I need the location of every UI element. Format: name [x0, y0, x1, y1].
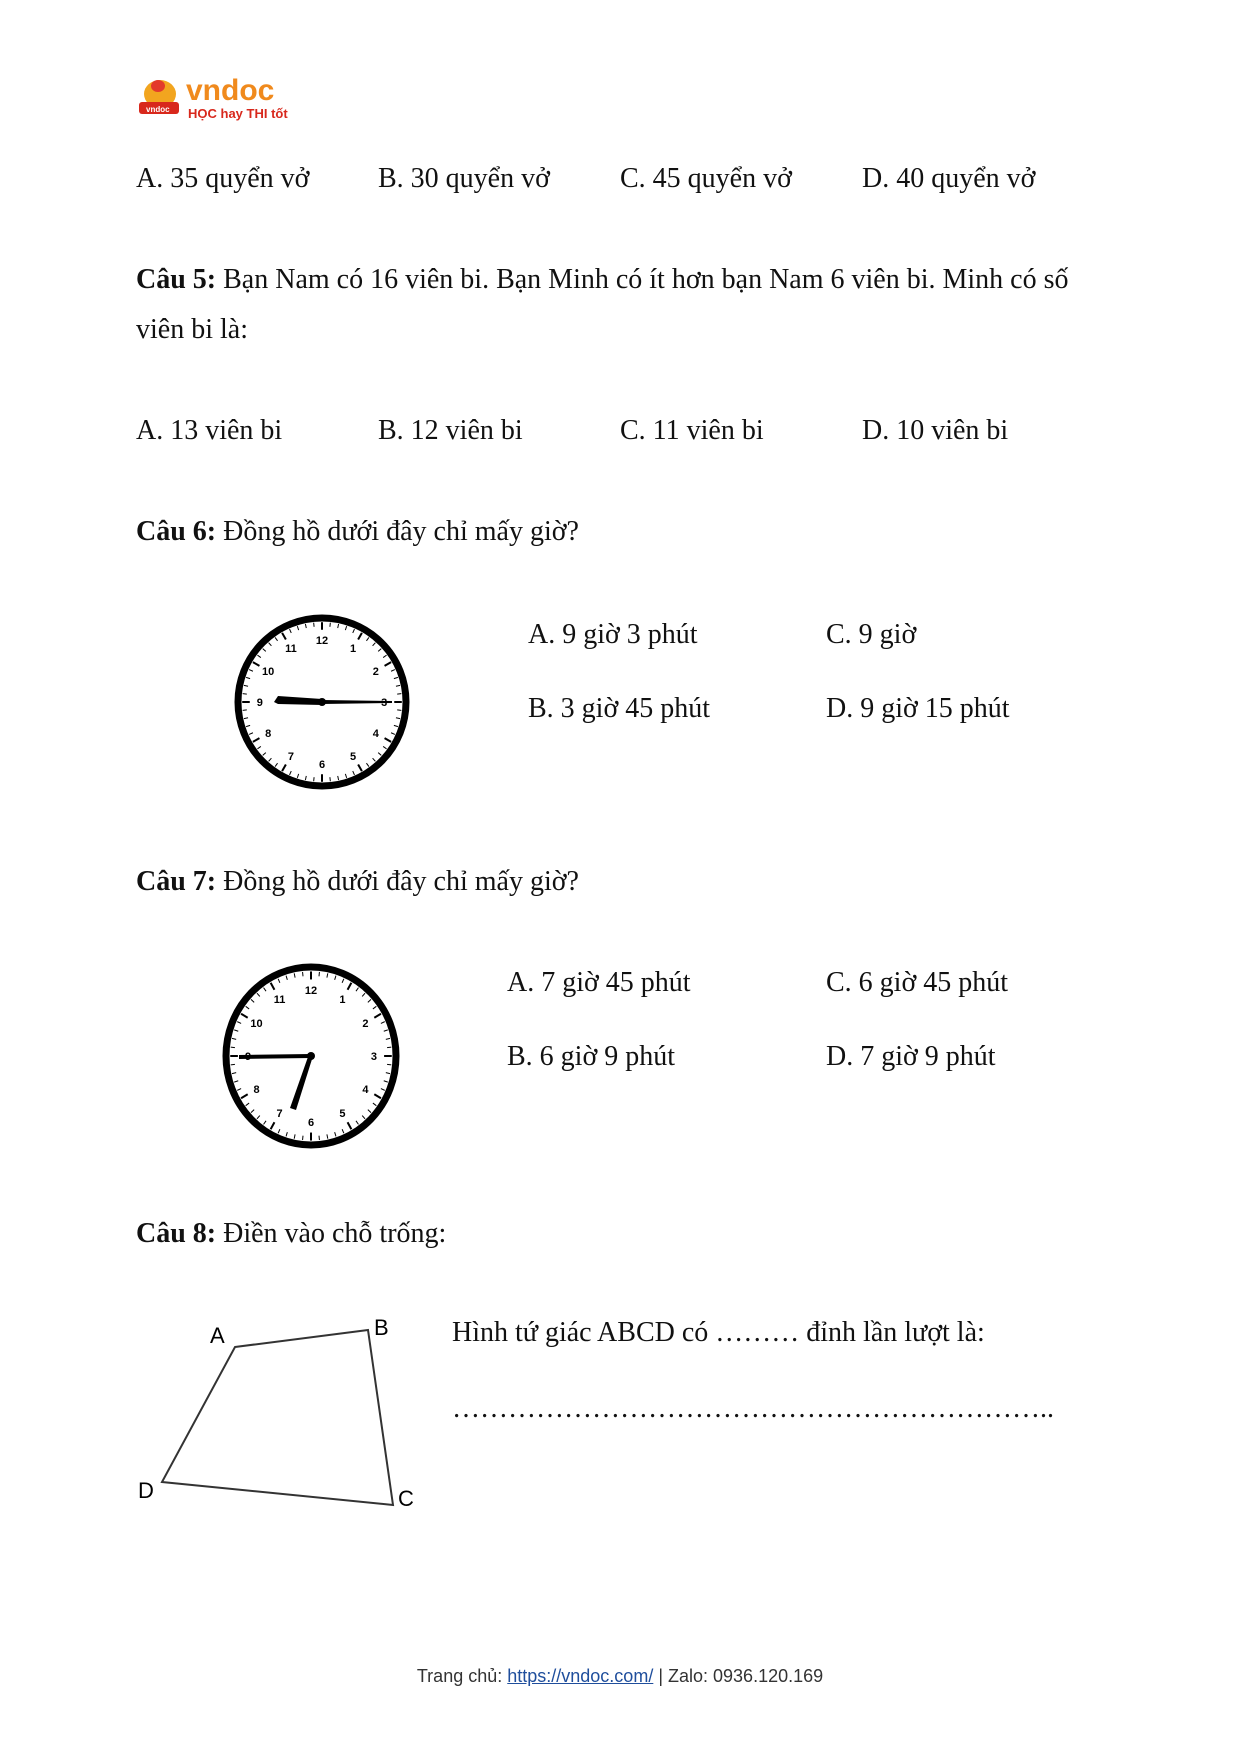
footer-home-link[interactable]: https://vndoc.com/ [507, 1666, 654, 1686]
clock-numeral: 11 [273, 993, 286, 1006]
q6-option-a[interactable]: A. 9 giờ 3 phút [528, 619, 698, 650]
svg-text:vndoc: vndoc [146, 105, 170, 114]
q6-question [136, 515, 579, 549]
clock-numeral: 3 [370, 1051, 377, 1063]
clock-numeral: 4 [372, 728, 379, 741]
q4-option-a[interactable]: A. 35 quyển vở [136, 163, 310, 194]
clock-numeral: 10 [250, 1018, 263, 1031]
q6-label: Câu 6: [136, 516, 217, 547]
svg-text:vndoc: vndoc [186, 74, 275, 107]
q8-text: Điền vào chỗ trống: [216, 1218, 447, 1249]
clock-numeral: 12 [315, 634, 329, 647]
quadrilateral-abcd-figure [130, 1310, 430, 1520]
clock-numeral: 7 [287, 750, 294, 763]
q6-clock [232, 612, 412, 792]
q7-option-a[interactable]: A. 7 giờ 45 phút [507, 967, 691, 998]
q7-option-c[interactable]: C. 6 giờ 45 phút [826, 967, 1009, 998]
vertex-d-label: D [138, 1478, 154, 1503]
q6-option-c[interactable]: C. 9 giờ [826, 619, 917, 650]
q4-option-d[interactable]: D. 40 quyển vở [862, 163, 1036, 194]
footer-prefix: Trang chủ: [416, 1666, 508, 1686]
q7-label: Câu 7: [136, 866, 217, 897]
clock-numeral: 4 [362, 1083, 369, 1096]
clock-numeral: 5 [350, 750, 357, 763]
q5-question [136, 263, 1068, 297]
clock-numeral: 8 [253, 1083, 260, 1096]
footer-contact: | Zalo: 0936.120.169 [653, 1666, 824, 1686]
clock-numeral: 1 [339, 993, 346, 1006]
clock-numeral: 6 [318, 759, 326, 772]
q8-label: Câu 8: [136, 1218, 217, 1249]
q5-option-d[interactable]: D. 10 viên bi [862, 415, 1009, 446]
q6-option-d[interactable]: D. 9 giờ 15 phút [826, 693, 1010, 724]
q4-option-c[interactable]: C. 45 quyển vở [620, 163, 792, 194]
q5-label: Câu 5: [136, 264, 217, 295]
clock-numeral: 11 [285, 643, 297, 656]
q4-option-b[interactable]: B. 30 quyển vở [378, 163, 550, 194]
clock-numeral: 6 [307, 1116, 315, 1129]
q6-text: Đồng hồ dưới đây chỉ mấy giờ? [216, 516, 579, 547]
q5-option-b[interactable]: B. 12 viên bi [378, 415, 523, 446]
q7-text: Đồng hồ dưới đây chỉ mấy giờ? [216, 866, 579, 897]
q8-sentence: Hình tứ giác ABCD có ……… đỉnh lần lượt là: [452, 1317, 985, 1348]
q5-text: Bạn Nam có 16 viên bi. Bạn Minh có ít hơn bạn Nam 6 viên bi. Minh có số [216, 264, 1069, 295]
clock-numeral: 7 [276, 1108, 283, 1121]
logo-mascot-icon [136, 70, 306, 126]
clock-numeral: 1 [350, 643, 357, 656]
vndoc-logo [136, 70, 306, 126]
q6-option-b[interactable]: B. 3 giờ 45 phút [528, 693, 711, 724]
clock-numeral: 10 [262, 665, 275, 678]
vertex-a-label: A [210, 1323, 225, 1348]
q5-text-line2: viên bi là: [136, 314, 248, 345]
clock-numeral: 2 [362, 1018, 369, 1031]
quadrilateral-abcd [162, 1330, 393, 1505]
clock-face-icon [232, 612, 412, 792]
q8-answer-blank[interactable]: ……………………………………………………….. [452, 1393, 1054, 1424]
q5-option-a[interactable]: A. 13 viên bi [136, 415, 283, 446]
q8-question [136, 1217, 446, 1251]
clock-numeral: 5 [339, 1108, 346, 1121]
clock-numeral: 8 [265, 728, 272, 741]
q7-clock [220, 962, 402, 1150]
vertex-b-label: B [374, 1315, 389, 1340]
clock-numeral: 2 [372, 665, 379, 678]
q5-option-c[interactable]: C. 11 viên bi [620, 415, 764, 446]
vertex-c-label: C [398, 1486, 414, 1511]
clock-numeral: 12 [304, 985, 318, 998]
q7-question [136, 865, 579, 899]
svg-text:HỌC hay THI tốt: HỌC hay THI tốt [188, 106, 288, 121]
q7-option-d[interactable]: D. 7 giờ 9 phút [826, 1041, 996, 1072]
clock-face-icon [220, 962, 402, 1150]
q7-option-b[interactable]: B. 6 giờ 9 phút [507, 1041, 676, 1072]
page-footer [0, 1666, 1240, 1687]
clock-numeral: 9 [256, 697, 263, 709]
